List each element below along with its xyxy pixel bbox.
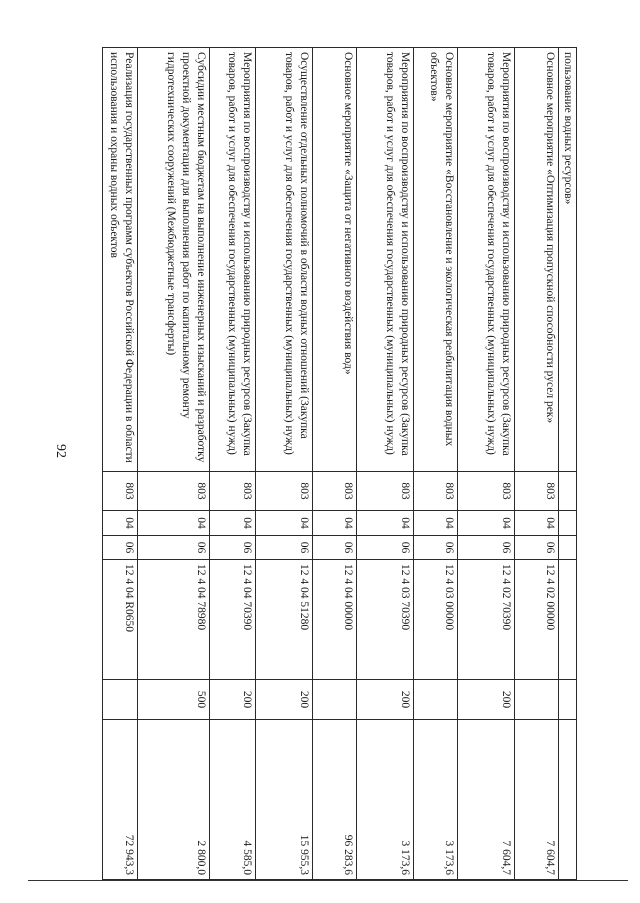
expense-type-cell	[313, 680, 357, 720]
target-article-cell: 12 4 02 00000	[515, 560, 559, 680]
expense-type-cell: 200	[256, 680, 313, 720]
section-code-cell: 04	[138, 511, 210, 536]
amount-cell: 7 604,7	[515, 720, 559, 880]
subsection-code-cell: 06	[210, 536, 256, 560]
row-name-cell: Основное мероприятие «Оптимизация пропускной способности русел рек»	[515, 48, 559, 472]
table-row	[103, 48, 138, 880]
target-article-cell: 12 4 04 R0650	[103, 560, 138, 680]
row-name-cell: Основное мероприятие «Восстановление и экологическая реабилитация водных объектов»	[414, 48, 458, 472]
row-name-cell: Мероприятия по воспроизводству и использованию природных ресурсов (Закупка товаров, работ и услуг для обеспечения государственных (муниципальных) нужд)	[458, 48, 515, 472]
expense-type-cell	[515, 680, 559, 720]
amount-cell: 4 585,0	[210, 720, 256, 880]
expense-type-cell	[414, 680, 458, 720]
expense-type-cell: 200	[357, 680, 414, 720]
ministry-code-cell: 803	[458, 472, 515, 511]
section-code-cell: 04	[313, 511, 357, 536]
subsection-code-cell: 06	[458, 536, 515, 560]
table-row	[313, 48, 357, 880]
amount-cell: 3 173,6	[357, 720, 414, 880]
subsection-code-cell: 06	[138, 536, 210, 560]
target-article-cell: 12 4 04 51280	[256, 560, 313, 680]
row-name-cell: пользование водных ресурсов»	[559, 48, 577, 472]
subsection-code-cell: 06	[414, 536, 458, 560]
section-code-cell: 04	[357, 511, 414, 536]
ministry-code-cell: 803	[414, 472, 458, 511]
amount-cell: 3 173,6	[414, 720, 458, 880]
target-article-cell: 12 4 04 78980	[138, 560, 210, 680]
target-article-cell: 12 4 04 00000	[313, 560, 357, 680]
expense-type-cell: 500	[138, 680, 210, 720]
row-name-cell: Основное мероприятие «Защита от негативного воздействия вод»	[313, 48, 357, 472]
table-body	[103, 48, 577, 880]
section-code-cell: 04	[414, 511, 458, 536]
table-row	[357, 48, 414, 880]
amount-cell	[559, 720, 577, 880]
table-row	[515, 48, 559, 880]
row-name-cell: Осуществление отдельных полномочий в области водных отношений (Закупка товаров, работ и услуг для обеспечения государственных (муниципальных) нужд)	[256, 48, 313, 472]
subsection-code-cell: 06	[515, 536, 559, 560]
subsection-code-cell: 06	[256, 536, 313, 560]
target-article-cell: 12 4 03 70390	[357, 560, 414, 680]
amount-cell: 96 283,6	[313, 720, 357, 880]
ministry-code-cell: 803	[103, 472, 138, 511]
amount-cell: 15 955,3	[256, 720, 313, 880]
target-article-cell: 12 4 02 70390	[458, 560, 515, 680]
expense-type-cell	[559, 680, 577, 720]
subsection-code-cell: 06	[357, 536, 414, 560]
subsection-code-cell: 06	[313, 536, 357, 560]
ministry-code-cell	[559, 472, 577, 511]
ministry-code-cell: 803	[210, 472, 256, 511]
row-name-cell: Мероприятия по воспроизводству и использованию природных ресурсов (Закупка товаров, работ и услуг для обеспечения государственных (муниципальных) нужд)	[210, 48, 256, 472]
ministry-code-cell: 803	[138, 472, 210, 511]
target-article-cell	[559, 560, 577, 680]
expense-type-cell	[103, 680, 138, 720]
ministry-code-cell: 803	[357, 472, 414, 511]
subsection-code-cell	[559, 536, 577, 560]
section-code-cell: 04	[210, 511, 256, 536]
ministry-code-cell: 803	[313, 472, 357, 511]
subsection-code-cell: 06	[103, 536, 138, 560]
ministry-code-cell: 803	[515, 472, 559, 511]
target-article-cell: 12 4 03 00000	[414, 560, 458, 680]
target-article-cell: 12 4 04 70390	[210, 560, 256, 680]
table-row	[414, 48, 458, 880]
table-row	[210, 48, 256, 880]
table-row	[559, 48, 577, 880]
expense-type-cell: 200	[458, 680, 515, 720]
amount-cell: 7 604,7	[458, 720, 515, 880]
row-name-cell: Субсидии местным бюджетам на выполнение инженерных изысканий и разработку проектной документации для выполнения работ по капитальному ремонту гидротехнических сооружений (Межбюджетные трансферты)	[138, 48, 210, 472]
section-code-cell: 04	[103, 511, 138, 536]
table-row	[138, 48, 210, 880]
table-row	[458, 48, 515, 880]
row-name-cell: Мероприятия по воспроизводству и использованию природных ресурсов (Закупка товаров, работ и услуг для обеспечения государственных (муниципальных) нужд)	[357, 48, 414, 472]
ministry-code-cell: 803	[256, 472, 313, 511]
budget-table	[102, 47, 577, 880]
row-name-cell: Реализация государственных программ субъектов Российской Федерации в области использования и охраны водных объектов	[103, 48, 138, 472]
section-code-cell: 04	[515, 511, 559, 536]
section-code-cell	[559, 511, 577, 536]
budget-table-rotated	[107, 47, 577, 879]
bottom-rule	[28, 880, 628, 881]
section-code-cell: 04	[458, 511, 515, 536]
page-number: 92	[53, 444, 68, 458]
expense-type-cell: 200	[210, 680, 256, 720]
amount-cell: 72 943,3	[103, 720, 138, 880]
table-row	[256, 48, 313, 880]
amount-cell: 2 800,0	[138, 720, 210, 880]
section-code-cell: 04	[256, 511, 313, 536]
